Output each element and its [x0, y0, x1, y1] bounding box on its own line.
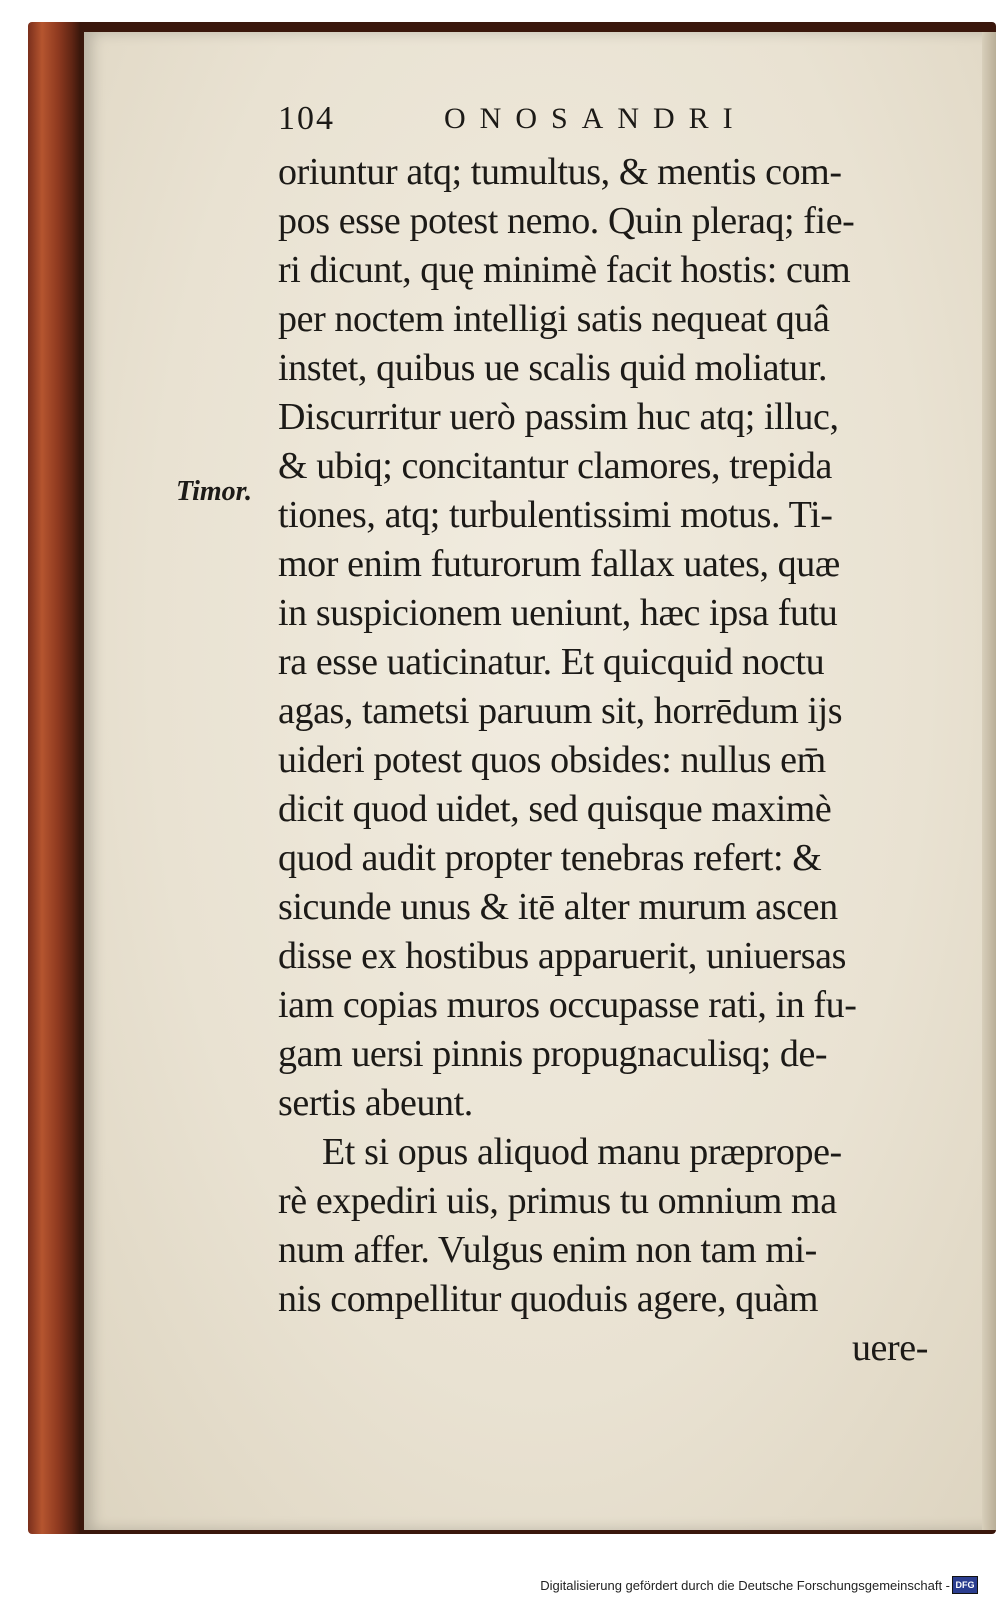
text-line: in suspicionem ueniunt, hæc ipsa futu: [278, 592, 838, 634]
page-number: 104: [278, 100, 335, 137]
paragraph-start-line: Et si opus aliquod manu præprope-: [322, 1131, 842, 1173]
margin-note: Timor.: [176, 476, 252, 507]
text-line: Discurritur uerò passim huc atq; illuc,: [278, 396, 839, 438]
page-edge: [982, 32, 996, 1530]
text-line: iam copias muros occupasse rati, in fu-: [278, 984, 857, 1026]
text-line: tiones, atq; turbulentissimi motus. Ti-: [278, 494, 833, 536]
page-header: [278, 100, 938, 146]
text-line: disse ex hostibus apparuerit, uniuersas: [278, 935, 847, 977]
text-line: agas, tametsi paruum sit, horrēdum ijs: [278, 690, 843, 732]
footer-credit: Digitalisierung gefördert durch die Deutsche Forschungsgemeinschaft -: [540, 1578, 950, 1593]
text-line: instet, quibus ue scalis quid moliatur.: [278, 347, 828, 389]
text-line: ra esse uaticinatur. Et quicquid noctu: [278, 641, 825, 683]
text-line: quod audit propter tenebras refert: &: [278, 837, 822, 879]
text-line: uideri potest quos obsides: nullus em̄: [278, 739, 826, 781]
text-line: num affer. Vulgus enim non tam mi-: [278, 1229, 817, 1271]
text-line: rè expediri uis, primus tu omnium ma: [278, 1180, 837, 1222]
text-line: & ubiq; concitantur clamores, trepida: [278, 445, 832, 487]
text-line: per noctem intelligi satis nequeat quâ: [278, 298, 830, 340]
text-line: sicunde unus & itē alter murum ascen: [278, 886, 838, 928]
text-line: nis compellitur quoduis agere, quàm: [278, 1278, 819, 1320]
body-text: [278, 148, 928, 1373]
text-line: gam uersi pinnis propugnaculisq; de-: [278, 1033, 828, 1075]
text-line: mor enim futurorum fallax uates, quæ: [278, 543, 840, 585]
text-line: ri dicunt, quę minimè facit hostis: cum: [278, 249, 851, 291]
text-line: pos esse potest nemo. Quin pleraq; fie-: [278, 200, 855, 242]
text-line: sertis abeunt.: [278, 1082, 473, 1124]
text-line: oriuntur atq; tumultus, & mentis com-: [278, 151, 842, 193]
text-line: dicit quod uidet, sed quisque maximè: [278, 788, 832, 830]
dfg-logo-icon: DFG: [952, 1576, 978, 1594]
catchword: uere-: [851, 1327, 928, 1369]
running-title: ONOSANDRI: [444, 102, 747, 135]
